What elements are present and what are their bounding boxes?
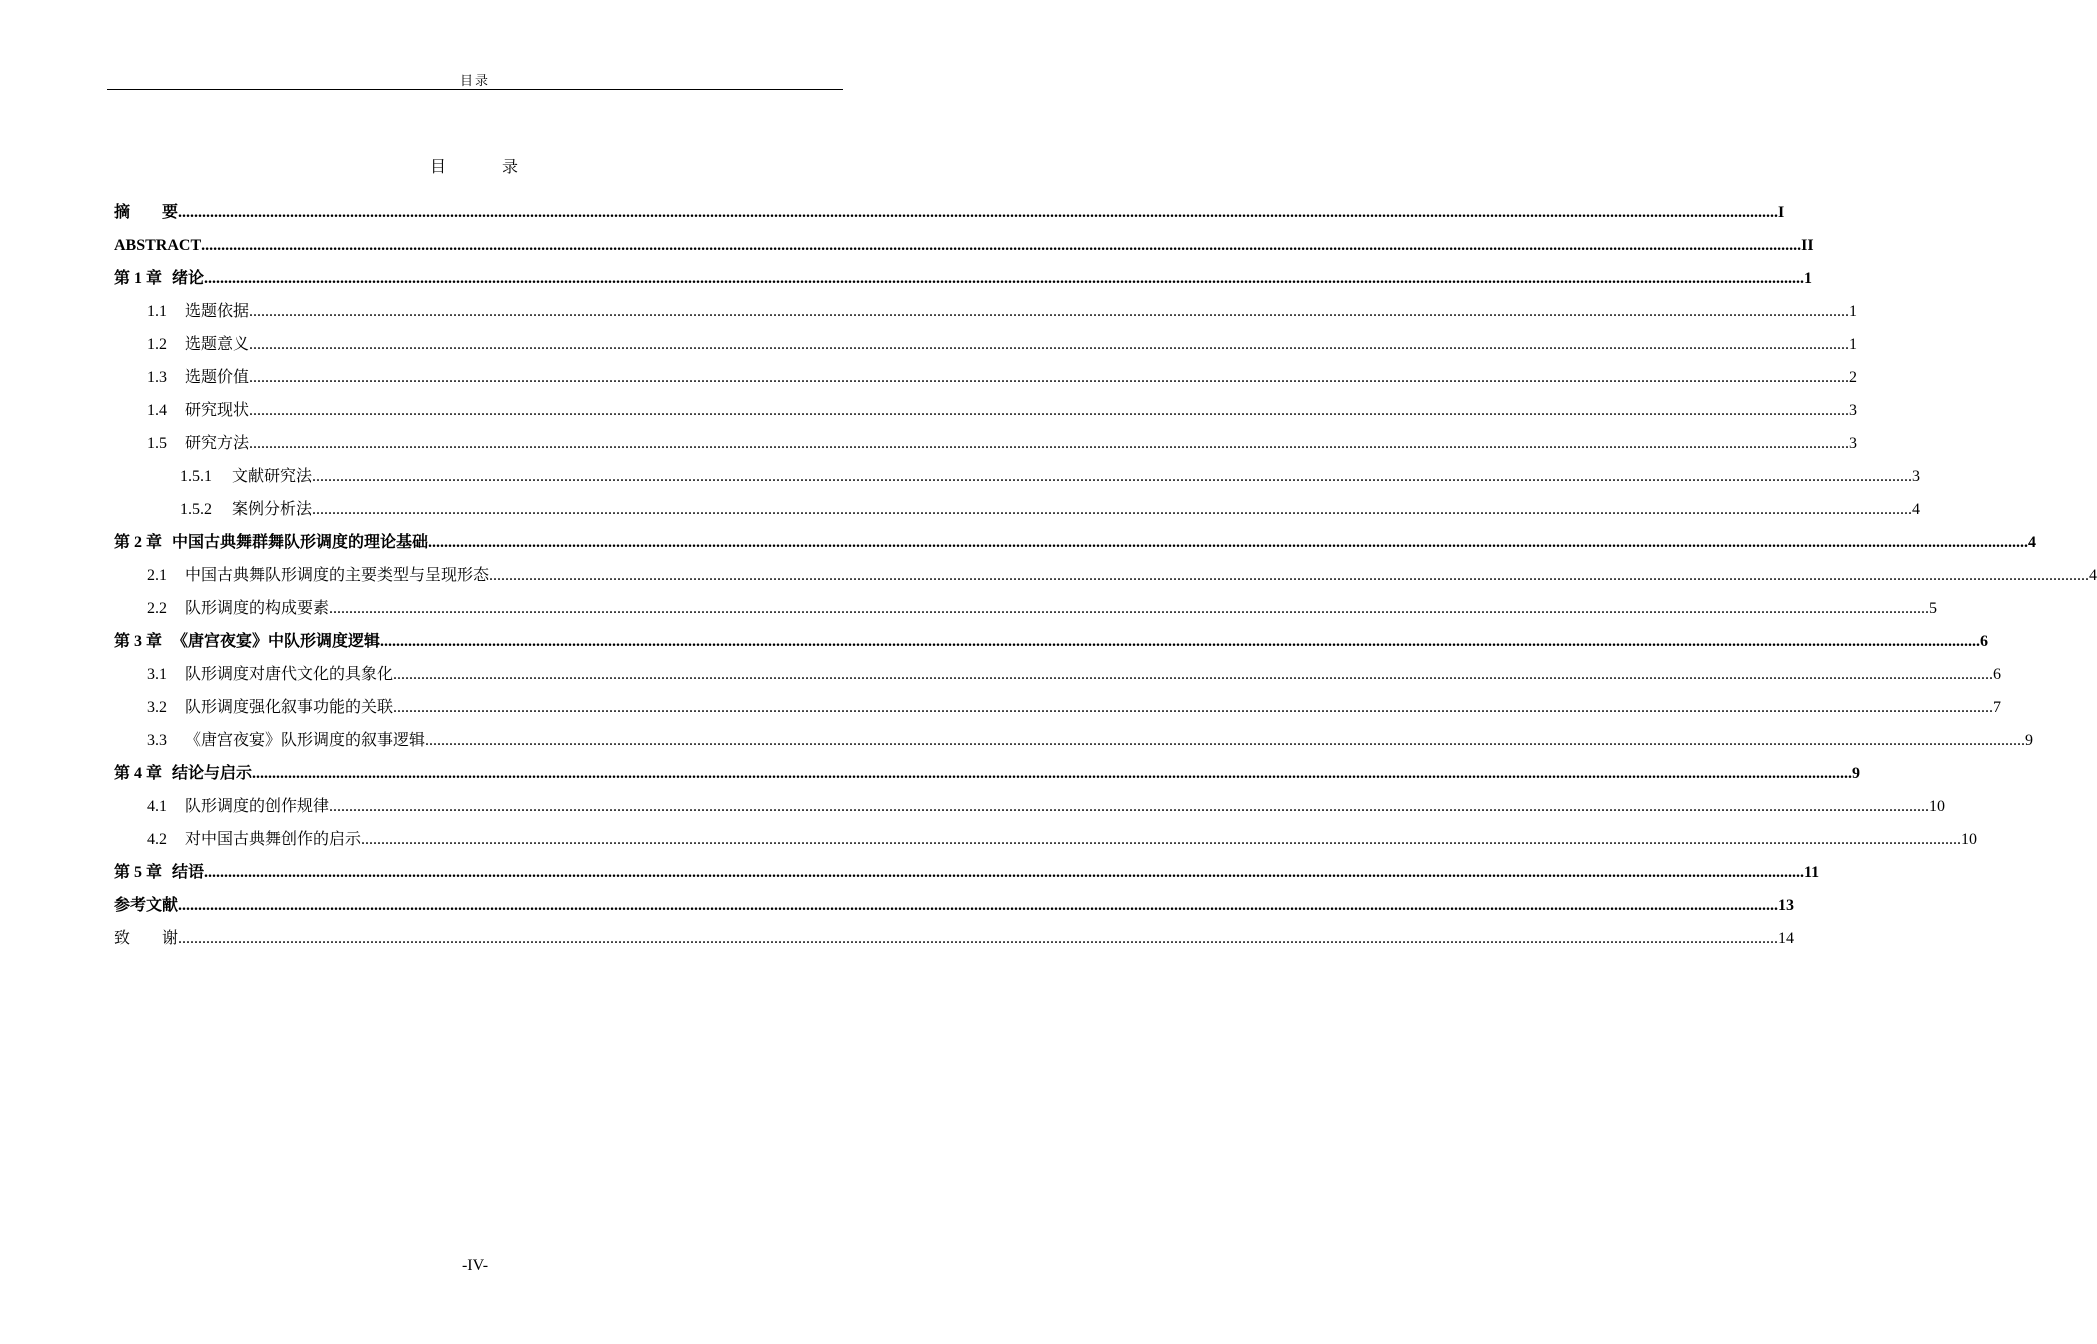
toc-entry-number: 1.5.2 <box>180 501 212 518</box>
toc-entry-title: 中国古典舞群舞队形调度的理论基础 <box>172 534 429 551</box>
toc-entry-title: 队形调度的构成要素 <box>185 600 330 617</box>
toc-entry-number: 第 4 章 <box>114 765 163 782</box>
toc-entry[interactable] <box>114 889 1795 922</box>
toc-entry[interactable] <box>114 229 1814 262</box>
toc-entry-title: 选题依据 <box>185 303 250 320</box>
toc-entry[interactable] <box>114 394 1858 427</box>
dot-leader: ................................................................................................................................................................................................................................................................................................................................................................................................................ <box>425 732 2026 749</box>
dot-leader: ................................................................................................................................................................................................................................................................................................................................................................................................................ <box>329 600 1930 617</box>
toc-entry-page: I <box>1778 204 1785 221</box>
toc-entry[interactable] <box>114 427 1858 460</box>
toc-entry[interactable] <box>114 493 1921 526</box>
header-rule <box>107 89 843 90</box>
toc-entry-page: 5 <box>1929 600 1938 617</box>
toc-entry[interactable] <box>114 724 2034 757</box>
toc-entry-title: 参考文献 <box>114 897 179 914</box>
toc-entry-title: 队形调度的创作规律 <box>185 798 330 815</box>
dot-leader: ................................................................................................................................................................................................................................................................................................................................................................................................................ <box>201 237 1802 254</box>
dot-leader: ................................................................................................................................................................................................................................................................................................................................................................................................................ <box>329 798 1930 815</box>
toc-entry[interactable] <box>114 295 1858 328</box>
dot-leader: ................................................................................................................................................................................................................................................................................................................................................................................................................ <box>249 336 1850 353</box>
toc-entry-title: 研究现状 <box>185 402 250 419</box>
dot-leader: ................................................................................................................................................................................................................................................................................................................................................................................................................ <box>249 402 1850 419</box>
toc-entry[interactable] <box>114 691 2002 724</box>
dot-leader: ................................................................................................................................................................................................................................................................................................................................................................................................................ <box>249 435 1850 452</box>
toc-entry-page: 9 <box>2025 732 2034 749</box>
toc-entry[interactable] <box>114 526 2037 559</box>
toc-entry-title: 队形调度对唐代文化的具象化 <box>185 666 394 683</box>
toc-entry[interactable] <box>114 262 1813 295</box>
toc-entry-page: 7 <box>1993 699 2002 716</box>
toc-entry[interactable] <box>114 757 1861 790</box>
toc-entry-number: 1.2 <box>147 336 167 353</box>
toc-entry[interactable] <box>114 856 1820 889</box>
toc-entry-page: II <box>1801 237 1814 254</box>
toc-entry[interactable] <box>114 658 2002 691</box>
toc-entry-number: 1.3 <box>147 369 167 386</box>
toc-entry-title: 案例分析法 <box>232 501 313 518</box>
toc-entry-title: 中国古典舞队形调度的主要类型与呈现形态 <box>185 567 490 584</box>
toc-entry-number: 2.2 <box>147 600 167 617</box>
toc-entry-number: 4.1 <box>147 798 167 815</box>
toc-entry-number: 第 2 章 <box>114 534 163 551</box>
toc-entry-title: 结语 <box>172 864 205 881</box>
toc-entry-number: 1.5 <box>147 435 167 452</box>
toc-entry-page: 1 <box>1849 303 1858 320</box>
dot-leader: ................................................................................................................................................................................................................................................................................................................................................................................................................ <box>204 270 1805 287</box>
toc-entry-title: 绪论 <box>172 270 205 287</box>
dot-leader: ................................................................................................................................................................................................................................................................................................................................................................................................................ <box>178 930 1779 947</box>
toc-entry-number: 3.3 <box>147 732 167 749</box>
toc-entry[interactable] <box>114 361 1858 394</box>
toc-entry-page: 11 <box>1804 864 1820 881</box>
dot-leader: ................................................................................................................................................................................................................................................................................................................................................................................................................ <box>393 699 1994 716</box>
toc-entry[interactable] <box>114 460 1921 493</box>
toc-entry-title: 队形调度强化叙事功能的关联 <box>185 699 394 716</box>
table-of-contents <box>114 196 2097 955</box>
dot-leader: ................................................................................................................................................................................................................................................................................................................................................................................................................ <box>249 369 1850 386</box>
running-header: 目录 <box>459 73 490 88</box>
toc-entry-title: 结论与启示 <box>172 765 253 782</box>
dot-leader: ................................................................................................................................................................................................................................................................................................................................................................................................................ <box>204 864 1805 881</box>
dot-leader: ................................................................................................................................................................................................................................................................................................................................................................................................................ <box>249 303 1850 320</box>
toc-entry-page: 14 <box>1778 930 1795 947</box>
toc-entry-page: 6 <box>1993 666 2002 683</box>
toc-entry[interactable] <box>114 559 2097 592</box>
toc-entry-title: 选题价值 <box>185 369 250 386</box>
toc-entry-number: 1.1 <box>147 303 167 320</box>
toc-entry[interactable] <box>114 922 1795 955</box>
toc-entry-title: 致 谢 <box>114 930 179 947</box>
toc-entry-number: 3.2 <box>147 699 167 716</box>
toc-entry-number: 1.5.1 <box>180 468 212 485</box>
dot-leader: ................................................................................................................................................................................................................................................................................................................................................................................................................ <box>312 501 1913 518</box>
dot-leader: ................................................................................................................................................................................................................................................................................................................................................................................................................ <box>178 204 1779 221</box>
toc-title: 目 录 <box>429 159 520 176</box>
toc-entry-page: 1 <box>1804 270 1813 287</box>
toc-entry-title: 《唐宫夜宴》中队形调度逻辑 <box>172 633 381 650</box>
toc-entry[interactable] <box>114 328 1858 361</box>
toc-entry-page: 9 <box>1852 765 1861 782</box>
toc-entry[interactable] <box>114 790 1946 823</box>
toc-entry-page: 3 <box>1912 468 1921 485</box>
dot-leader: ................................................................................................................................................................................................................................................................................................................................................................................................................ <box>489 567 2090 584</box>
toc-entry-title: 《唐宫夜宴》队形调度的叙事逻辑 <box>185 732 426 749</box>
dot-leader: ................................................................................................................................................................................................................................................................................................................................................................................................................ <box>361 831 1962 848</box>
toc-entry-number: 第 3 章 <box>114 633 163 650</box>
toc-entry-number: 3.1 <box>147 666 167 683</box>
toc-entry-number: 2.1 <box>147 567 167 584</box>
toc-entry-page: 4 <box>2028 534 2037 551</box>
dot-leader: ................................................................................................................................................................................................................................................................................................................................................................................................................ <box>178 897 1779 914</box>
toc-entry[interactable] <box>114 196 1785 229</box>
toc-entry-number: 4.2 <box>147 831 167 848</box>
toc-entry-page: 1 <box>1849 336 1858 353</box>
toc-entry[interactable] <box>114 592 1938 625</box>
toc-entry-page: 2 <box>1849 369 1858 386</box>
toc-entry-page: 4 <box>2089 567 2097 584</box>
toc-entry-page: 4 <box>1912 501 1921 518</box>
page-number: -IV- <box>461 1257 489 1274</box>
toc-entry-page: 3 <box>1849 435 1858 452</box>
toc-entry[interactable] <box>114 823 1978 856</box>
toc-entry-title: 选题意义 <box>185 336 250 353</box>
toc-entry-title: 文献研究法 <box>232 468 313 485</box>
toc-entry-page: 10 <box>1961 831 1978 848</box>
toc-entry-page: 13 <box>1778 897 1795 914</box>
toc-entry-title: ABSTRACT <box>114 237 202 254</box>
toc-entry[interactable] <box>114 625 1989 658</box>
toc-entry-page: 6 <box>1980 633 1989 650</box>
toc-entry-title: 摘 要 <box>114 204 179 221</box>
toc-entry-number: 第 5 章 <box>114 864 163 881</box>
toc-entry-title: 研究方法 <box>185 435 250 452</box>
dot-leader: ................................................................................................................................................................................................................................................................................................................................................................................................................ <box>393 666 1994 683</box>
dot-leader: ................................................................................................................................................................................................................................................................................................................................................................................................................ <box>252 765 1853 782</box>
toc-entry-number: 1.4 <box>147 402 167 419</box>
dot-leader: ................................................................................................................................................................................................................................................................................................................................................................................................................ <box>380 633 1981 650</box>
dot-leader: ................................................................................................................................................................................................................................................................................................................................................................................................................ <box>428 534 2029 551</box>
toc-entry-page: 10 <box>1929 798 1946 815</box>
toc-entry-number: 第 1 章 <box>114 270 163 287</box>
toc-entry-page: 3 <box>1849 402 1858 419</box>
toc-entry-title: 对中国古典舞创作的启示 <box>185 831 362 848</box>
dot-leader: ................................................................................................................................................................................................................................................................................................................................................................................................................ <box>312 468 1913 485</box>
